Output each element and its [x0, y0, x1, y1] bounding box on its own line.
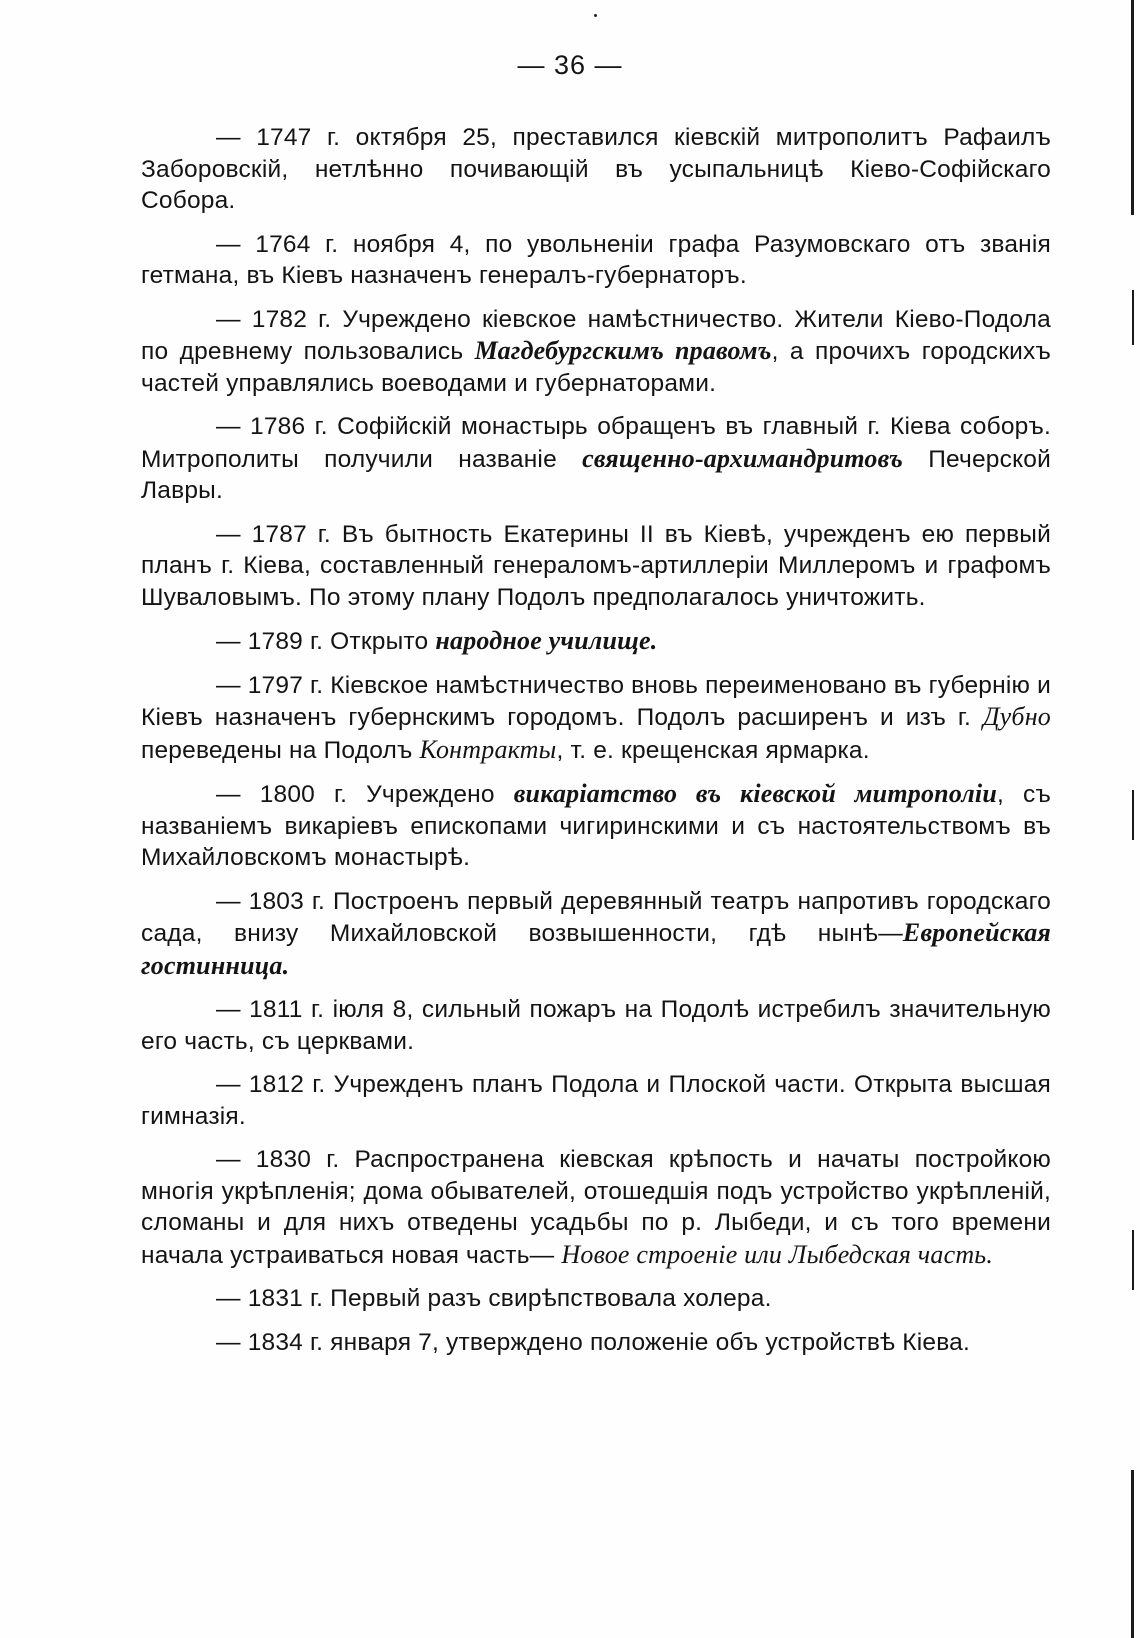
chronicle-entry	[141, 122, 1051, 217]
emphasized-term: народное училище.	[435, 626, 658, 655]
emphasized-term: Магдебургскимъ правомъ	[474, 336, 772, 365]
entry-text: — 1831 г. Первый разъ свирѣпствовала холера.	[216, 1285, 772, 1312]
emphasized-term: Европейская гостинница.	[141, 918, 1051, 980]
chronicle-entry	[141, 519, 1051, 614]
entry-text: переведены на Подолъ	[141, 736, 420, 764]
entry-text: — 1803 г. Построенъ первый деревянный театръ напротивъ городскаго сада, внизу Михайловской возвышенности, гдѣ нынѣ—	[141, 887, 1051, 947]
entry-text: , съ названіемъ викаріевъ епископами чигиринскими и съ настоятельствомъ въ Михайловскомъ монастырѣ.	[141, 781, 1051, 871]
entry-text: — 1764 г. ноября 4, по увольненіи графа Разумовскаго отъ званія гетмана, въ Кіевъ назначенъ генералъ-губернаторъ.	[141, 230, 1051, 289]
chronicle-entry	[141, 1144, 1051, 1271]
chronicle-text	[141, 122, 1051, 1370]
entry-text: — 1789 г. Открыто	[216, 628, 436, 655]
entry-text: — 1834 г. января 7, утверждено положеніе объ устройствѣ Кіева.	[216, 1328, 971, 1356]
chronicle-entry	[141, 1283, 1051, 1315]
chronicle-entry	[141, 1069, 1051, 1132]
entry-text: — 1747 г. октября 25, преставился кіевскій митрополитъ Рафаилъ Заборовскій, нетлѣнно почивающій въ усыпальницѣ Кіево-Софійскаго Собора.	[141, 124, 1051, 214]
emphasized-term: Дубно	[982, 702, 1051, 731]
print-speck	[594, 14, 597, 17]
emphasized-term: священно-архимандритовъ	[582, 443, 904, 473]
page-edge-shadow	[1131, 1470, 1134, 1638]
chronicle-entry	[141, 229, 1051, 292]
page-edge-shadow	[1132, 790, 1134, 840]
entry-text: Печерской Лавры.	[141, 445, 1051, 504]
emphasized-term: Новое строеніе или Лыбедская часть.	[561, 1239, 994, 1269]
entry-text: — 1786 г. Софійскій монастырь обращенъ въ главный г. Кіева соборъ. Митрополиты получили названіе	[141, 413, 1051, 473]
page-edge-shadow	[1132, 290, 1134, 345]
chronicle-entry	[141, 625, 1051, 658]
emphasized-term: викаріатство въ кіевской митрополіи	[513, 779, 998, 808]
entry-text: — 1812 г. Учрежденъ планъ Подола и Плоской части. Открыта высшая гимназія.	[141, 1071, 1051, 1130]
chronicle-entry	[141, 994, 1051, 1057]
entry-text: — 1782 г. Учреждено кіевское намѣстничество. Жители Кіево-Подола по древнему пользовались	[141, 305, 1051, 365]
emphasized-term: Контракты	[419, 734, 557, 764]
entry-text: , т. е. крещенская ярмарка.	[556, 736, 870, 764]
chronicle-entry	[141, 886, 1051, 983]
chronicle-entry	[141, 1327, 1051, 1359]
page-edge-shadow	[1132, 1230, 1134, 1290]
page-number: — 36 —	[517, 50, 623, 80]
entry-text: — 1787 г. Въ бытность Екатерины II въ Кіевѣ, учрежденъ ею первый планъ г. Кіева, составленный генераломъ-артиллеріи Миллеромъ и графомъ Шуваловымъ. По этому плану Подолъ предполагалось уничтожить.	[141, 520, 1051, 611]
chronicle-entry	[141, 778, 1051, 874]
entry-text: — 1800 г. Учреждено	[216, 781, 514, 808]
entry-text: — 1830 г. Распространена кіевская крѣпость и начаты постройкою многія укрѣпленія; дома обывателей, отошедшія подъ устройство укрѣпленій, сломаны и для нихъ отведены усадьбы по р. Лыбеди, и съ того времени начала устраиваться новая часть—	[141, 1146, 1051, 1269]
entry-text: — 1811 г. іюля 8, сильный пожаръ на Подолѣ истребилъ значительную его часть, съ церквами.	[141, 996, 1051, 1055]
chronicle-entry	[141, 670, 1051, 767]
entry-text: , а прочихъ городскихъ частей управлялись воеводами и губернаторами.	[141, 338, 1051, 397]
page-edge-shadow	[1131, 0, 1134, 215]
entry-text: — 1797 г. Кіевское намѣстничество вновь переименовано въ губернію и Кіевъ назначенъ губернскимъ городомъ. Подолъ расширенъ и изъ г.	[141, 671, 1051, 731]
chronicle-entry	[141, 411, 1051, 507]
chronicle-entry	[141, 304, 1051, 400]
